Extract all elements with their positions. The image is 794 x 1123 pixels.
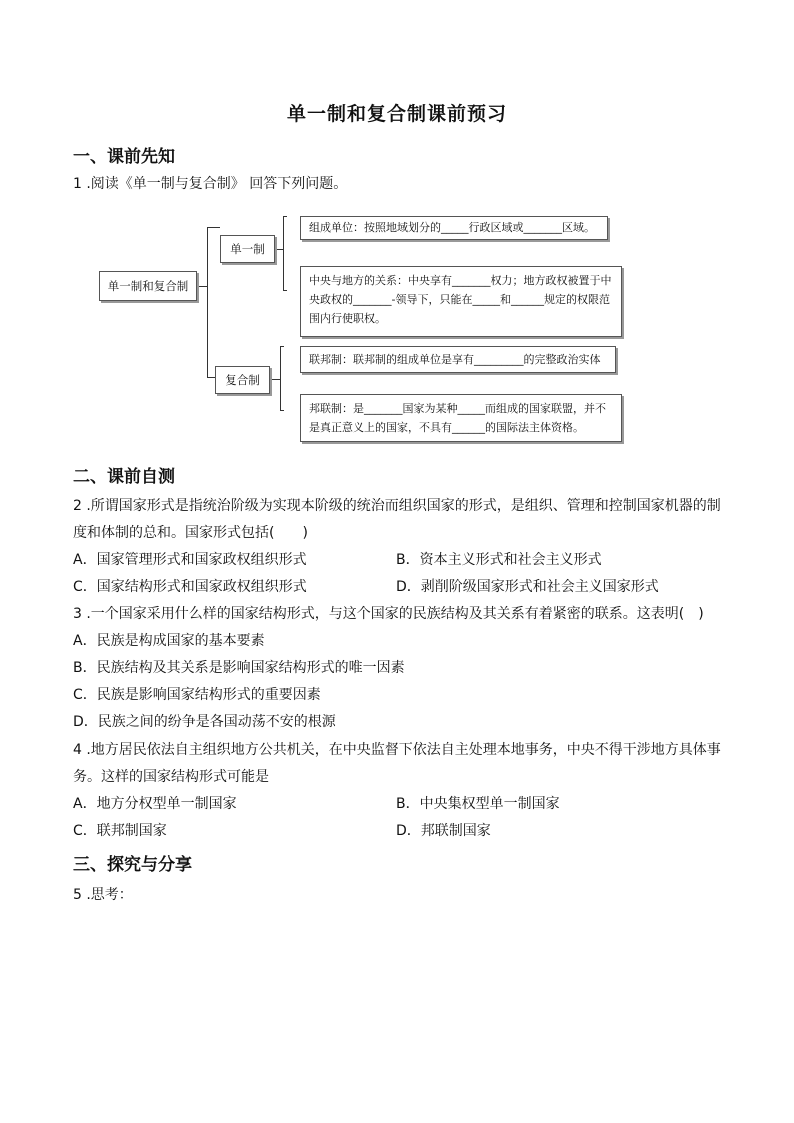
question-4-option-a: A．地方分权型单一制国家 [73, 796, 237, 812]
page-title: 单一制和复合制课前预习 [286, 103, 507, 125]
diagram-leaf-central-local-relation: 中央与地方的关系：中央享有_______权力；地方政权被置于中央政权的_______-领导下，只能在_____和______规定的权限范围内行使职权。 [300, 266, 622, 337]
question-2-stem-line-1: 2 .所谓国家形式是指统治阶级为实现本阶级的统治而组织国家的形式，是组织、管理和控制国家机器的制 [73, 498, 721, 514]
diagram-root-node: 单一制和复合制 [99, 271, 197, 301]
question-4-option-b: B．中央集权型单一制国家 [396, 796, 560, 812]
diagram-leaf-confederation: 邦联制：是_______国家为某种_____而组成的国家联盟，并不是真正意义上的国家，不具有______的国际法主体资格。 [300, 394, 622, 442]
diagram-leaf-federation: 联邦制：联邦制的组成单位是享有_________的完整政治实体 [300, 346, 616, 373]
connector-line [207, 227, 208, 377]
question-2-option-d: D．剥削阶级国家形式和社会主义国家形式 [396, 579, 659, 595]
question-4-option-c: C．联邦制国家 [73, 823, 167, 839]
connector-line [280, 410, 284, 411]
question-2-option-a: A．国家管理形式和国家政权组织形式 [73, 552, 307, 568]
question-3-option-c: C．民族是影响国家结构形式的重要因素 [73, 687, 321, 703]
diagram-node-compound: 复合制 [215, 366, 270, 394]
connector-line [283, 216, 284, 290]
question-4-stem-line-2: 务。这样的国家结构形式可能是 [73, 769, 269, 785]
connector-line [280, 346, 281, 410]
question-3-option-d: D．民族之间的纷争是各国动荡不安的根源 [73, 714, 336, 730]
question-2-option-c: C．国家结构形式和国家政权组织形式 [73, 579, 307, 595]
connector-line [199, 286, 207, 287]
section-heading-3: 三、探究与分享 [73, 855, 192, 875]
question-2-stem-line-2: 度和体制的总和。国家形式包括( ) [73, 525, 308, 541]
question-1-text: 1 .阅读《单一制与复合制》 回答下列问题。 [73, 176, 348, 192]
diagram-leaf-unitary-units: 组成单位：按照地域划分的_____行政区域或_______区域。 [300, 216, 608, 240]
connector-line [272, 379, 280, 380]
connector-line [283, 290, 287, 291]
connector-line [280, 346, 284, 347]
question-4-stem-line-1: 4 .地方居民依法自主组织地方公共机关，在中央监督下依法自主处理本地事务，中央不得干涉地方具体事 [73, 742, 721, 758]
question-3-option-b: B．民族结构及其关系是影响国家结构形式的唯一因素 [73, 660, 405, 676]
question-3-stem: 3 .一个国家采用什么样的国家结构形式，与这个国家的民族结构及其关系有着紧密的联系。这表明( ) [73, 606, 704, 622]
section-heading-1: 一、课前先知 [73, 147, 175, 167]
question-5-text: 5 .思考： [73, 887, 133, 903]
diagram-node-unitary: 单一制 [220, 235, 275, 263]
connector-line [283, 216, 287, 217]
section-heading-2: 二、课前自测 [73, 467, 175, 487]
question-2-option-b: B．资本主义形式和社会主义形式 [396, 552, 602, 568]
question-4-option-d: D．邦联制国家 [396, 823, 491, 839]
connector-line [207, 227, 220, 228]
question-3-option-a: A．民族是构成国家的基本要素 [73, 633, 265, 649]
